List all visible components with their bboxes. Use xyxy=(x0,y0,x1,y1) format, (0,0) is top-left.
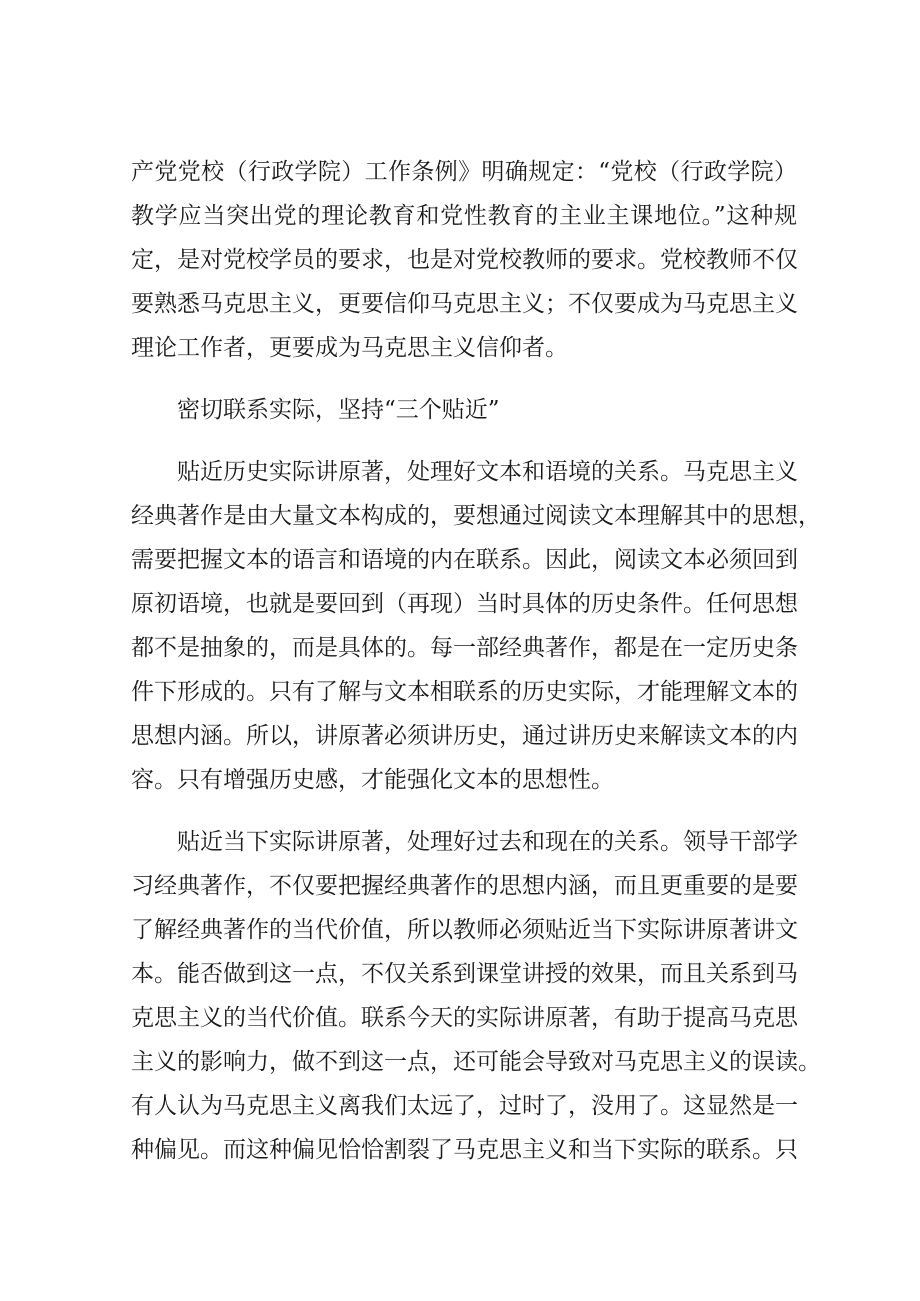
text-line: 都不是抽象的，而是具体的。每一部经典著作，都是在一定历史条 xyxy=(131,635,798,661)
text-line: 主义的影响力，做不到这一点，还可能会导致对马克思主义的误读。 xyxy=(131,1049,821,1075)
text-line: 件下形成的。只有了解与文本相联系的历史实际，才能理解文本的 xyxy=(131,679,798,705)
text-line: 要熟悉马克思主义，更要信仰马克思主义；不仅要成为马克思主义 xyxy=(131,291,798,317)
text-line: 经典著作是由大量文本构成的，要想通过阅读文本理解其中的思想， xyxy=(131,503,821,529)
text-line: 教学应当突出党的理论教育和党性教育的主业主课地位。”这种规 xyxy=(131,203,797,229)
text-line: 克思主义的当代价值。联系今天的实际讲原著，有助于提高马克思 xyxy=(131,1005,798,1031)
text-line: 习经典著作，不仅要把握经典著作的思想内涵，而且更重要的是要 xyxy=(131,873,798,899)
paragraph-continuation xyxy=(131,150,797,370)
text-line: 产党党校（行政学院）工作条例》明确规定：“党校（行政学院） xyxy=(131,159,797,185)
text-line: 有人认为马克思主义离我们太远了，过时了，没用了。这显然是一 xyxy=(131,1093,798,1119)
paragraph-present xyxy=(131,820,821,1172)
heading-text: 密切联系实际，坚持“三个贴近” xyxy=(177,397,500,423)
text-line: 贴近历史实际讲原著，处理好文本和语境的关系。马克思主义 xyxy=(177,459,798,485)
text-line: 贴近当下实际讲原著，处理好过去和现在的关系。领导干部学 xyxy=(177,829,798,855)
text-line: 本。能否做到这一点，不仅关系到课堂讲授的效果，而且关系到马 xyxy=(131,961,798,987)
section-heading xyxy=(131,388,797,432)
text-line: 思想内涵。所以，讲原著必须讲历史，通过讲历史来解读文本的内 xyxy=(131,723,798,749)
text-line: 原初语境，也就是要回到（再现）当时具体的历史条件。任何思想 xyxy=(131,591,798,617)
text-line: 定，是对党校学员的要求，也是对党校教师的要求。党校教师不仅 xyxy=(131,247,798,273)
document-body xyxy=(131,150,821,1172)
text-line: 需要把握文本的语言和语境的内在联系。因此，阅读文本必须回到 xyxy=(131,547,798,573)
text-line: 种偏见。而这种偏见恰恰割裂了马克思主义和当下实际的联系。只 xyxy=(131,1137,798,1163)
text-line: 理论工作者，更要成为马克思主义信仰者。 xyxy=(131,335,568,361)
text-line: 了解经典著作的当代价值，所以教师必须贴近当下实际讲原著讲文 xyxy=(131,917,798,943)
text-line: 容。只有增强历史感，才能强化文本的思想性。 xyxy=(131,767,614,793)
paragraph-history xyxy=(131,450,821,802)
